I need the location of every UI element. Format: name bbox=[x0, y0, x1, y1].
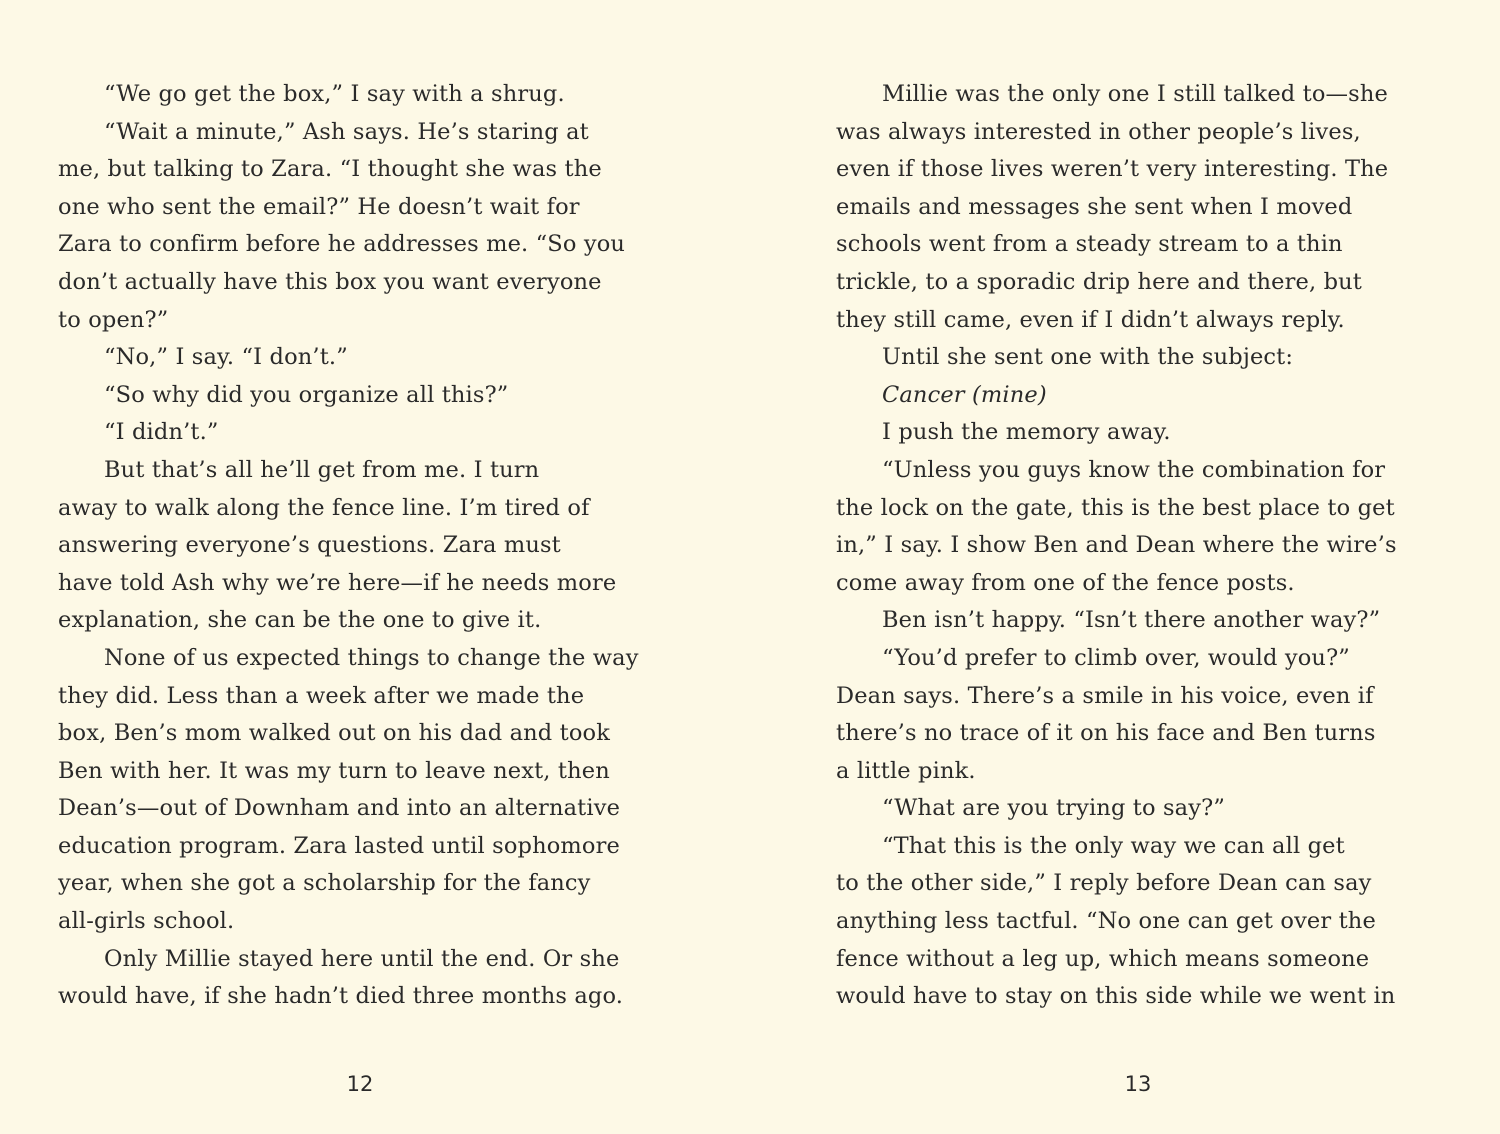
text-line: “No,” I say. “I don’t.” bbox=[104, 344, 348, 371]
text-line: Dean’s—out of Downham and into an alternative bbox=[58, 795, 621, 822]
text-line: Only Millie stayed here until the end. Or she bbox=[104, 945, 620, 972]
text-line: Ben isn’t happy. “Isn’t there another way?” bbox=[882, 607, 1381, 634]
page-number-left: 12 bbox=[346, 1072, 374, 1096]
right-page-text bbox=[836, 76, 1446, 1016]
text-line: would have to stay on this side while we went in bbox=[836, 983, 1396, 1010]
page-number-right: 13 bbox=[1124, 1072, 1152, 1096]
text-line: But that’s all he’ll get from me. I turn bbox=[104, 456, 540, 483]
text-line: come away from one of the fence posts. bbox=[836, 569, 1295, 596]
text-line: the lock on the gate, this is the best place to get bbox=[836, 494, 1395, 521]
text-line: “So why did you organize all this?” bbox=[104, 381, 509, 408]
text-line: education program. Zara lasted until sophomore bbox=[58, 832, 620, 859]
text-line: schools went from a steady stream to a thin bbox=[836, 231, 1343, 258]
text-line: Zara to confirm before he addresses me. “So you bbox=[58, 231, 626, 258]
text-line: Ben with her. It was my turn to leave next, then bbox=[58, 757, 610, 784]
text-line: “Unless you guys know the combination for bbox=[882, 456, 1386, 483]
text-line: they still came, even if I didn’t always reply. bbox=[836, 306, 1345, 333]
text-line: emails and messages she sent when I moved bbox=[836, 193, 1353, 220]
text-line: year, when she got a scholarship for the fancy bbox=[58, 870, 591, 897]
text-line: “You’d prefer to climb over, would you?” bbox=[882, 644, 1350, 671]
text-line: “We go get the box,” I say with a shrug. bbox=[104, 81, 565, 107]
text-line: to open?” bbox=[58, 306, 169, 333]
text-line: they did. Less than a week after we made the bbox=[58, 682, 585, 709]
text-line: away to walk along the fence line. I’m tired of bbox=[58, 494, 590, 521]
text-line: all-girls school. bbox=[58, 908, 235, 935]
text-line: don’t actually have this box you want everyone bbox=[58, 268, 602, 295]
text-line: explanation, she can be the one to give it. bbox=[58, 607, 542, 634]
text-line: was always interested in other people’s lives, bbox=[836, 118, 1361, 145]
left-page-text bbox=[58, 76, 668, 1016]
text-line: even if those lives weren’t very interesting. The bbox=[836, 156, 1389, 183]
text-line: have told Ash why we’re here—if he needs more bbox=[58, 569, 617, 596]
text-line: trickle, to a sporadic drip here and there, but bbox=[836, 268, 1362, 295]
text-line: anything less tactful. “No one can get over the bbox=[836, 908, 1376, 935]
text-line: fence without a leg up, which means someone bbox=[836, 945, 1370, 972]
text-line: in,” I say. I show Ben and Dean where the wire’s bbox=[836, 532, 1397, 559]
text-line: Dean says. There’s a smile in his voice, even if bbox=[836, 682, 1374, 709]
text-line: to the other side,” I reply before Dean can say bbox=[836, 870, 1372, 897]
text-line: None of us expected things to change the way bbox=[104, 644, 639, 671]
text-line: answering everyone’s questions. Zara must bbox=[58, 532, 561, 559]
text-line: Cancer (mine) bbox=[882, 381, 1047, 408]
text-line: would have, if she hadn’t died three months ago. bbox=[58, 983, 624, 1010]
text-line: “That this is the only way we can all get bbox=[882, 832, 1345, 859]
text-line: one who sent the email?” He doesn’t wait for bbox=[58, 193, 580, 220]
text-line: a little pink. bbox=[836, 757, 976, 784]
text-line: “What are you trying to say?” bbox=[882, 795, 1225, 822]
text-line: “I didn’t.” bbox=[104, 419, 219, 446]
text-line: I push the memory away. bbox=[882, 419, 1171, 446]
text-line: there’s no trace of it on his face and Ben turns bbox=[836, 720, 1376, 747]
text-line: box, Ben’s mom walked out on his dad and took bbox=[58, 720, 611, 747]
text-line: me, but talking to Zara. “I thought she was the bbox=[58, 156, 602, 183]
text-line: “Wait a minute,” Ash says. He’s staring at bbox=[104, 118, 589, 145]
text-line: Until she sent one with the subject: bbox=[882, 344, 1294, 371]
text-line: Millie was the only one I still talked to—she bbox=[882, 81, 1388, 107]
